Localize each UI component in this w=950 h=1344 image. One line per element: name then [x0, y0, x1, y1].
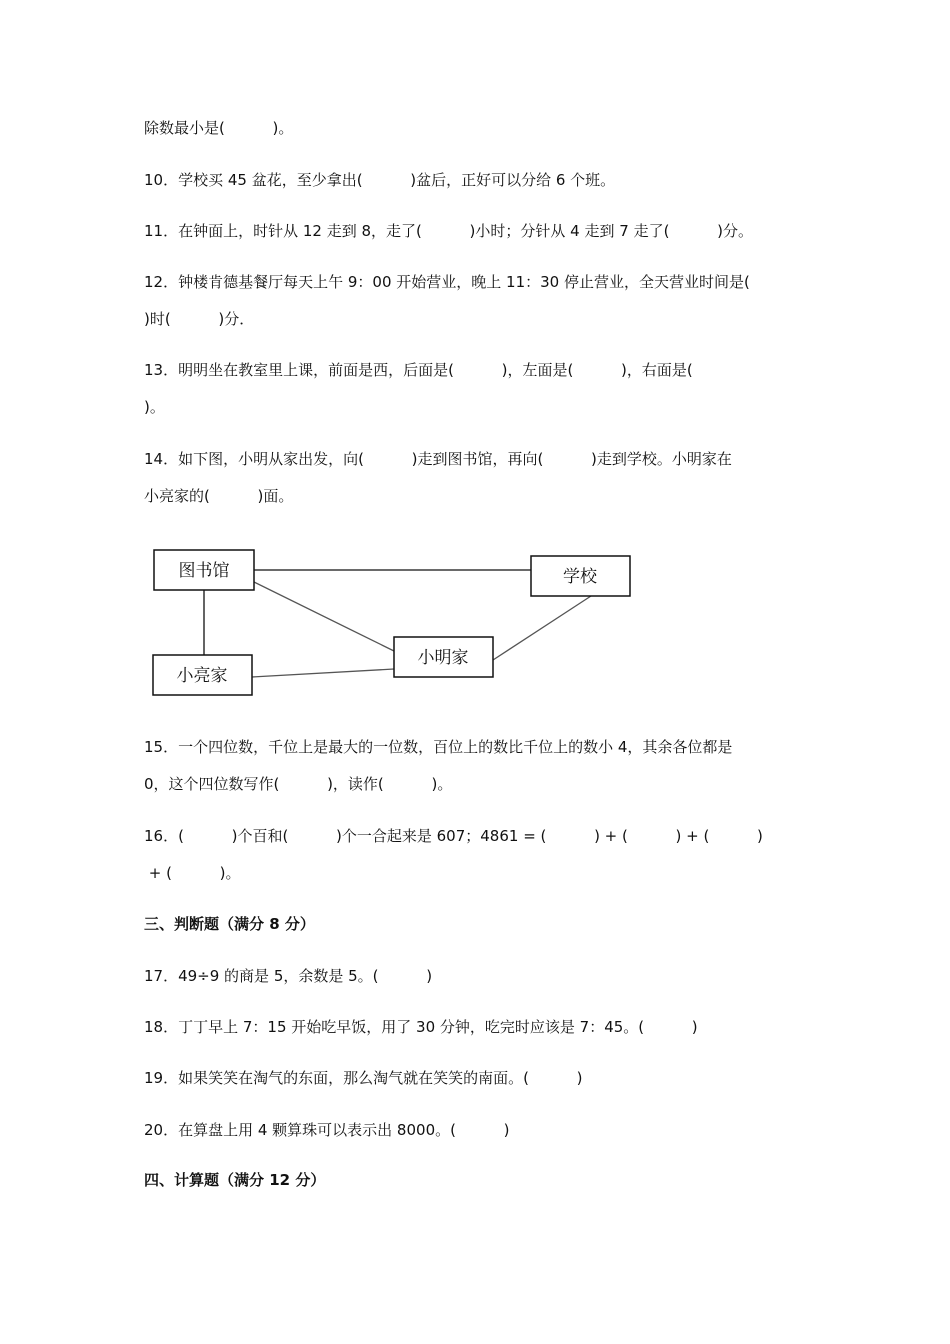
section-3-heading: 三、判断题（满分 8 分） — [144, 915, 315, 933]
question-12-line2: )时( )分． — [144, 310, 255, 328]
question-19: 19．如果笑笑在淘气的东面，那么淘气就在笑笑的南面。( ) — [144, 1069, 583, 1087]
question-9-tail: 除数最小是( )。 — [144, 119, 294, 137]
school-label: 学校 — [563, 567, 597, 587]
question-14-line2: 小亮家的( )面。 — [144, 487, 294, 505]
library-label: 图书馆 — [178, 561, 230, 581]
question-14-line1: 14．如下图，小明从家出发，向( )走到图书馆，再向( )走到学校。小明家在 — [144, 450, 732, 468]
section-4-heading: 四、计算题（满分 12 分） — [144, 1171, 326, 1189]
question-11: 11．在钟面上，时针从 12 走到 8，走了( )小时；分针从 4 走到 7 走了( )分。 — [144, 222, 753, 240]
path-library-xiaoming — [254, 582, 394, 651]
question-15-line1: 15．一个四位数，千位上是最大的一位数，百位上的数比千位上的数小 4，其余各位都是 — [144, 738, 733, 756]
path-xiaoming-school — [493, 596, 591, 660]
map-diagram — [140, 540, 640, 710]
question-16-line2: + ( )。 — [144, 864, 241, 882]
question-12-line1: 12．钟楼肯德基餐厅每天上午 9：00 开始营业，晚上 11：30 停止营业，全天营业时间是( — [144, 273, 750, 291]
xiaoming-home-label: 小明家 — [417, 648, 469, 668]
path-xiaoliang-xiaoming — [252, 669, 394, 677]
question-13-line1: 13．明明坐在教室里上课，前面是西，后面是( )，左面是( )，右面是( — [144, 361, 693, 379]
question-16-line1: 16．( )个百和( )个一合起来是 607；4861 = ( ) + ( ) + ( ) — [144, 827, 763, 845]
question-10: 10．学校买 45 盆花，至少拿出( )盆后，正好可以分给 6 个班。 — [144, 171, 616, 189]
question-13-line2: )。 — [144, 398, 165, 416]
question-20: 20．在算盘上用 4 颗算珠可以表示出 8000。( ) — [144, 1121, 510, 1139]
xiaoliang-home-label: 小亮家 — [176, 666, 228, 686]
question-17: 17．49÷9 的商是 5，余数是 5。( ) — [144, 967, 433, 985]
question-18: 18．丁丁早上 7：15 开始吃早饭，用了 30 分钟，吃完时应该是 7：45。( ) — [144, 1018, 698, 1036]
question-15-line2: 0，这个四位数写作( )，读作( )。 — [144, 775, 453, 793]
